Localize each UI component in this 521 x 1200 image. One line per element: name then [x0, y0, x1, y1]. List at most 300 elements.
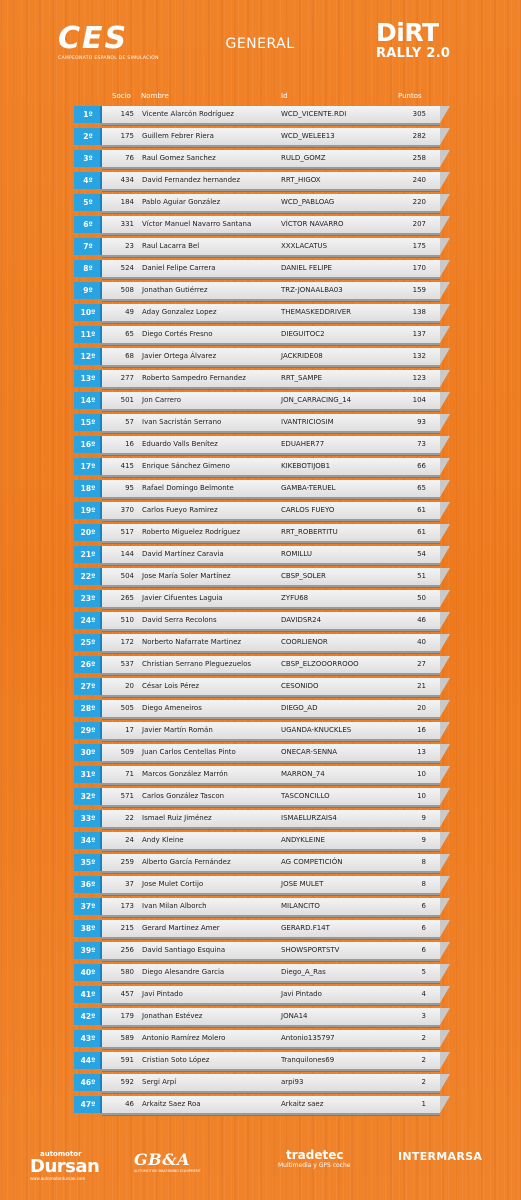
row-bar-cap: [440, 216, 450, 233]
socio-cell: 580: [120, 968, 134, 976]
position-badge: 27º: [74, 678, 102, 695]
position-badge: 35º: [74, 854, 102, 871]
socio-cell: 68: [125, 352, 134, 360]
standings-row: [74, 346, 454, 368]
name-cell: Ivan Milan Alborch: [142, 902, 207, 910]
standings-row: [74, 676, 454, 698]
sponsor-tradetec-logo: [278, 1148, 350, 1170]
standings-row: [74, 126, 454, 148]
name-cell: Eduardo Valls Benítez: [142, 440, 218, 448]
id-cell: TRZ-JONAALBA03: [281, 286, 343, 294]
id-cell: JOSE MULET: [281, 880, 324, 888]
standings-row: [74, 478, 454, 500]
name-cell: Javi Pintado: [142, 990, 183, 998]
id-cell: ONECAR-SENNA: [281, 748, 338, 756]
standings-row: [74, 148, 454, 170]
name-cell: Carlos González Tascon: [142, 792, 225, 800]
standings-row: [74, 874, 454, 896]
standings-row: [74, 456, 454, 478]
standings-row: [74, 742, 454, 764]
socio-cell: 49: [125, 308, 134, 316]
position-badge: 42º: [74, 1008, 102, 1025]
sponsor-gba-logo: [134, 1150, 201, 1174]
id-cell: AG COMPETICIÓN: [281, 858, 343, 866]
id-cell: DIEGO_AD: [281, 704, 318, 712]
points-cell: 46: [417, 616, 426, 624]
standings-row: [74, 104, 454, 126]
name-cell: Roberto Sampedro Fernandez: [142, 374, 246, 382]
socio-cell: 71: [125, 770, 134, 778]
position-badge: 38º: [74, 920, 102, 937]
dursan-top: automotor: [40, 1150, 82, 1158]
standings-row: [74, 544, 454, 566]
socio-cell: 370: [120, 506, 134, 514]
id-cell: RULD_GOMZ: [281, 154, 326, 162]
row-bar-cap: [440, 414, 450, 431]
standings-row: [74, 1006, 454, 1028]
row-bar-cap: [440, 546, 450, 563]
standings-row: [74, 566, 454, 588]
ces-logo-mark: CES: [58, 21, 129, 56]
points-cell: 170: [412, 264, 426, 272]
standings-row: [74, 720, 454, 742]
socio-cell: 277: [120, 374, 134, 382]
standings-row: [74, 302, 454, 324]
standings-row: [74, 324, 454, 346]
row-bar-cap: [440, 480, 450, 497]
id-cell: GERARD.F14T: [281, 924, 330, 932]
socio-cell: 145: [120, 110, 134, 118]
socio-cell: 65: [125, 330, 134, 338]
socio-cell: 173: [120, 902, 134, 910]
standings-row: [74, 390, 454, 412]
id-cell: DIEGUITOC2: [281, 330, 325, 338]
gba-tag: AUTOMOTIVE MACHINING EQUIPMENT: [134, 1169, 201, 1173]
points-cell: 13: [417, 748, 426, 756]
socio-cell: 571: [120, 792, 134, 800]
id-cell: CESONIDO: [281, 682, 319, 690]
row-bar-cap: [440, 656, 450, 673]
position-badge: 20º: [74, 524, 102, 541]
points-cell: 4: [421, 990, 426, 998]
row-bar-cap: [440, 128, 450, 145]
name-cell: Diego Alesandre Garcia: [142, 968, 225, 976]
socio-cell: 37: [125, 880, 134, 888]
id-cell: arpi93: [281, 1078, 304, 1086]
id-cell: DAVIDSR24: [281, 616, 322, 624]
name-cell: Jose Mulet Cortijo: [142, 880, 204, 888]
name-cell: Jonathan Estévez: [142, 1012, 203, 1020]
standings-row: [74, 522, 454, 544]
standings-row: [74, 1028, 454, 1050]
name-cell: Antonio Ramírez Molero: [142, 1034, 226, 1042]
points-cell: 305: [412, 110, 426, 118]
position-badge: 2º: [74, 128, 102, 145]
name-cell: Jose María Soler Martínez: [142, 572, 231, 580]
name-cell: David Santiago Esquina: [142, 946, 226, 954]
row-bar-cap: [440, 458, 450, 475]
name-cell: David Serra Recolons: [142, 616, 217, 624]
dirt-logo-line1: DiRT: [376, 18, 439, 47]
standings-row: [74, 368, 454, 390]
id-cell: WCD_VICENTE.RDI: [281, 110, 347, 118]
standings-row: [74, 984, 454, 1006]
tradetec-tag: Multimedia y GPS coche: [278, 1162, 351, 1169]
standings-row: [74, 786, 454, 808]
points-cell: 207: [412, 220, 426, 228]
position-badge: 16º: [74, 436, 102, 453]
position-badge: 47º: [74, 1096, 102, 1113]
socio-cell: 504: [120, 572, 134, 580]
id-cell: CBSP_ELZOOORROOO: [281, 660, 359, 668]
standings-row: [74, 764, 454, 786]
points-cell: 66: [417, 462, 426, 470]
name-cell: Guillem Febrer Riera: [142, 132, 214, 140]
id-cell: CBSP_SOLER: [281, 572, 326, 580]
row-bar-cap: [440, 722, 450, 739]
position-badge: 34º: [74, 832, 102, 849]
standings-row: [74, 698, 454, 720]
socio-cell: 517: [120, 528, 134, 536]
id-cell: KIKEBOTIJOB1: [281, 462, 331, 470]
name-cell: David Fernandez hernandez: [142, 176, 241, 184]
socio-cell: 16: [125, 440, 134, 448]
points-cell: 10: [417, 792, 426, 800]
name-cell: Roberto Miguelez Rodríguez: [142, 528, 240, 536]
socio-cell: 22: [125, 814, 134, 822]
name-cell: Sergi Arpí: [142, 1078, 177, 1086]
position-badge: 44º: [74, 1052, 102, 1069]
points-cell: 8: [421, 880, 426, 888]
row-bar-cap: [440, 700, 450, 717]
name-cell: Alberto García Fernández: [142, 858, 231, 866]
name-cell: Ivan Sacristán Serrano: [142, 418, 222, 426]
name-cell: David Martínez Caravia: [142, 550, 224, 558]
id-cell: WCD_PABLOAG: [281, 198, 335, 206]
position-badge: 40º: [74, 964, 102, 981]
name-cell: Vicente Alarcón Rodríguez: [142, 110, 234, 118]
name-cell: Enrique Sánchez Gimeno: [142, 462, 230, 470]
name-cell: Javier Martín Román: [142, 726, 213, 734]
id-cell: Antonio135797: [281, 1034, 335, 1042]
points-cell: 9: [421, 836, 426, 844]
name-cell: Christian Serrano Pleguezuelos: [142, 660, 252, 668]
row-bar-cap: [440, 282, 450, 299]
points-cell: 6: [421, 902, 426, 910]
socio-cell: 172: [120, 638, 134, 646]
id-cell: THEMASKEDDRIVER: [281, 308, 352, 316]
socio-cell: 144: [120, 550, 134, 558]
points-cell: 282: [412, 132, 426, 140]
points-cell: 123: [412, 374, 426, 382]
position-badge: 22º: [74, 568, 102, 585]
standings-row: [74, 962, 454, 984]
points-cell: 1: [421, 1100, 426, 1108]
name-cell: Norberto Nafarrate Martinez: [142, 638, 242, 646]
name-cell: Carlos Fueyo Ramirez: [142, 506, 218, 514]
row-bar-cap: [440, 568, 450, 585]
position-badge: 24º: [74, 612, 102, 629]
row-bar-cap: [440, 348, 450, 365]
row-bar-cap: [440, 744, 450, 761]
name-cell: César Lois Pérez: [142, 682, 200, 690]
row-bar-cap: [440, 942, 450, 959]
id-cell: ISMAELURZAIS4: [281, 814, 337, 822]
points-cell: 159: [412, 286, 426, 294]
position-badge: 36º: [74, 876, 102, 893]
position-badge: 14º: [74, 392, 102, 409]
id-cell: XXXLACATUS: [281, 242, 328, 250]
name-cell: Diego Cortés Fresno: [142, 330, 213, 338]
dursan-url: www.automotordursan.com: [30, 1176, 86, 1181]
id-cell: UGANDA-KNUCKLES: [281, 726, 352, 734]
points-cell: 21: [417, 682, 426, 690]
row-bar-cap: [440, 590, 450, 607]
socio-cell: 57: [125, 418, 134, 426]
position-badge: 21º: [74, 546, 102, 563]
name-cell: Arkaitz Saez Roa: [142, 1100, 201, 1108]
standings-row: [74, 610, 454, 632]
col-header-id: Id: [281, 92, 288, 100]
sponsor-intermarsa-logo: [398, 1150, 482, 1163]
id-cell: JACKRIDE08: [281, 352, 323, 360]
position-badge: 19º: [74, 502, 102, 519]
socio-cell: 17: [125, 726, 134, 734]
row-bar-cap: [440, 832, 450, 849]
position-badge: 46º: [74, 1074, 102, 1091]
socio-cell: 331: [120, 220, 134, 228]
standings-row: [74, 1094, 454, 1116]
socio-cell: 505: [120, 704, 134, 712]
position-badge: 41º: [74, 986, 102, 1003]
id-cell: DANIEL FELIPE: [281, 264, 332, 272]
points-cell: 5: [421, 968, 426, 976]
position-badge: 43º: [74, 1030, 102, 1047]
row-bar-cap: [440, 1074, 450, 1091]
standings-row: [74, 632, 454, 654]
position-badge: 25º: [74, 634, 102, 651]
tradetec-name: tradetec: [286, 1148, 344, 1162]
points-cell: 3: [421, 1012, 426, 1020]
socio-cell: 589: [120, 1034, 134, 1042]
row-bar-cap: [440, 106, 450, 123]
position-badge: 10º: [74, 304, 102, 321]
socio-cell: 434: [120, 176, 134, 184]
row-bar-cap: [440, 920, 450, 937]
row-bar-cap: [440, 766, 450, 783]
position-badge: 7º: [74, 238, 102, 255]
name-cell: Andy Kleine: [142, 836, 184, 844]
points-cell: 2: [421, 1034, 426, 1042]
name-cell: Daniel Felipe Carrera: [142, 264, 216, 272]
standings-row: [74, 654, 454, 676]
id-cell: JON_CARRACING_14: [281, 396, 352, 404]
standings-row: [74, 588, 454, 610]
id-cell: Diego_A_Ras: [281, 968, 326, 976]
socio-cell: 215: [120, 924, 134, 932]
standings-row: [74, 434, 454, 456]
col-header-socio: Socio: [112, 92, 131, 100]
name-cell: Víctor Manuel Navarro Santana: [142, 220, 252, 228]
position-badge: 32º: [74, 788, 102, 805]
name-cell: Marcos González Marrón: [142, 770, 228, 778]
points-cell: 240: [412, 176, 426, 184]
position-badge: 1º: [74, 106, 102, 123]
position-badge: 26º: [74, 656, 102, 673]
points-cell: 50: [417, 594, 426, 602]
socio-cell: 415: [120, 462, 134, 470]
standings-table: [74, 104, 454, 1116]
row-bar-cap: [440, 876, 450, 893]
standings-row: [74, 258, 454, 280]
dursan-name: Dursan: [30, 1156, 100, 1177]
row-bar-cap: [440, 502, 450, 519]
name-cell: Juan Carlos Centellas Pinto: [142, 748, 236, 756]
id-cell: RRT_ROBERTITU: [281, 528, 338, 536]
name-cell: Aday Gonzalez Lopez: [142, 308, 217, 316]
row-bar-cap: [440, 194, 450, 211]
socio-cell: 510: [120, 616, 134, 624]
id-cell: Javi Pintado: [281, 990, 322, 998]
col-header-nombre: Nombre: [141, 92, 169, 100]
sponsor-dursan-logo: [30, 1150, 99, 1181]
row-bar-cap: [440, 1030, 450, 1047]
id-cell: MARRON_74: [281, 770, 325, 778]
row-bar-cap: [440, 392, 450, 409]
points-cell: 258: [412, 154, 426, 162]
position-badge: 12º: [74, 348, 102, 365]
standings-row: [74, 412, 454, 434]
gba-name: GB&A: [134, 1150, 191, 1169]
name-cell: Rafael Domingo Belmonte: [142, 484, 234, 492]
points-cell: 220: [412, 198, 426, 206]
row-bar-cap: [440, 810, 450, 827]
socio-cell: 501: [120, 396, 134, 404]
id-cell: RRT_SAMPE: [281, 374, 323, 382]
points-cell: 132: [412, 352, 426, 360]
row-bar-cap: [440, 964, 450, 981]
points-cell: 73: [417, 440, 426, 448]
points-cell: 40: [417, 638, 426, 646]
name-cell: Pablo Aguiar González: [142, 198, 221, 206]
name-cell: Gerard Martinez Amer: [142, 924, 220, 932]
position-badge: 39º: [74, 942, 102, 959]
position-badge: 5º: [74, 194, 102, 211]
points-cell: 137: [412, 330, 426, 338]
id-cell: EDUAHER77: [281, 440, 325, 448]
points-cell: 61: [417, 506, 426, 514]
name-cell: Javier Ortega Álvarez: [142, 352, 217, 360]
socio-cell: 256: [120, 946, 134, 954]
dirt-logo-line2: RALLY 2.0: [376, 46, 451, 61]
position-badge: 4º: [74, 172, 102, 189]
socio-cell: 259: [120, 858, 134, 866]
id-cell: WCD_WELEE13: [281, 132, 335, 140]
socio-cell: 184: [120, 198, 134, 206]
id-cell: IVANTRICIOSIM: [281, 418, 334, 426]
socio-cell: 175: [120, 132, 134, 140]
socio-cell: 24: [125, 836, 134, 844]
position-badge: 8º: [74, 260, 102, 277]
row-bar-cap: [440, 788, 450, 805]
name-cell: Ismael Ruiz Jiménez: [142, 814, 212, 822]
id-cell: Tranquilones69: [281, 1056, 335, 1064]
socio-cell: 76: [125, 154, 134, 162]
points-cell: 104: [412, 396, 426, 404]
socio-cell: 265: [120, 594, 134, 602]
position-badge: 3º: [74, 150, 102, 167]
id-cell: TASCONCILLO: [281, 792, 330, 800]
standings-row: [74, 214, 454, 236]
id-cell: JONA14: [281, 1012, 308, 1020]
row-bar-cap: [440, 1052, 450, 1069]
position-badge: 28º: [74, 700, 102, 717]
socio-cell: 537: [120, 660, 134, 668]
position-badge: 11º: [74, 326, 102, 343]
id-cell: ROMILLU: [281, 550, 313, 558]
row-bar-cap: [440, 260, 450, 277]
name-cell: Jonathan Gutiérrez: [142, 286, 208, 294]
standings-row: [74, 280, 454, 302]
standings-row: [74, 940, 454, 962]
col-header-puntos: Puntos: [398, 92, 422, 100]
standings-row: [74, 1072, 454, 1094]
row-bar-cap: [440, 524, 450, 541]
socio-cell: 524: [120, 264, 134, 272]
row-bar-cap: [440, 1096, 450, 1113]
position-badge: 31º: [74, 766, 102, 783]
standings-row: [74, 918, 454, 940]
points-cell: 54: [417, 550, 426, 558]
id-cell: GAMBA-TERUEL: [281, 484, 336, 492]
row-bar-cap: [440, 238, 450, 255]
socio-cell: 509: [120, 748, 134, 756]
row-bar-cap: [440, 898, 450, 915]
name-cell: Raul Gomez Sanchez: [142, 154, 216, 162]
points-cell: 6: [421, 924, 426, 932]
standings-row: [74, 1050, 454, 1072]
row-bar-cap: [440, 370, 450, 387]
position-badge: 29º: [74, 722, 102, 739]
position-badge: 18º: [74, 480, 102, 497]
name-cell: Cristian Soto López: [142, 1056, 210, 1064]
standings-row: [74, 808, 454, 830]
points-cell: 8: [421, 858, 426, 866]
ces-logo: [58, 21, 159, 68]
position-badge: 17º: [74, 458, 102, 475]
position-badge: 15º: [74, 414, 102, 431]
row-bar-cap: [440, 304, 450, 321]
points-cell: 51: [417, 572, 426, 580]
position-badge: 9º: [74, 282, 102, 299]
row-bar-cap: [440, 854, 450, 871]
standings-row: [74, 170, 454, 192]
standings-row: [74, 896, 454, 918]
ces-logo-tagline: CAMPEONATO ESPAÑOL DE SIMULACIÓN: [58, 56, 159, 61]
standings-row: [74, 852, 454, 874]
position-badge: 13º: [74, 370, 102, 387]
name-cell: Javier Cifuentes Laguia: [142, 594, 223, 602]
id-cell: MILANCITO: [281, 902, 320, 910]
name-cell: Raul Lacarra Bel: [142, 242, 200, 250]
socio-cell: 592: [120, 1078, 134, 1086]
id-cell: CARLOS FUEYO: [281, 506, 335, 514]
points-cell: 10: [417, 770, 426, 778]
standings-row: [74, 236, 454, 258]
position-badge: 6º: [74, 216, 102, 233]
socio-cell: 591: [120, 1056, 134, 1064]
points-cell: 20: [417, 704, 426, 712]
